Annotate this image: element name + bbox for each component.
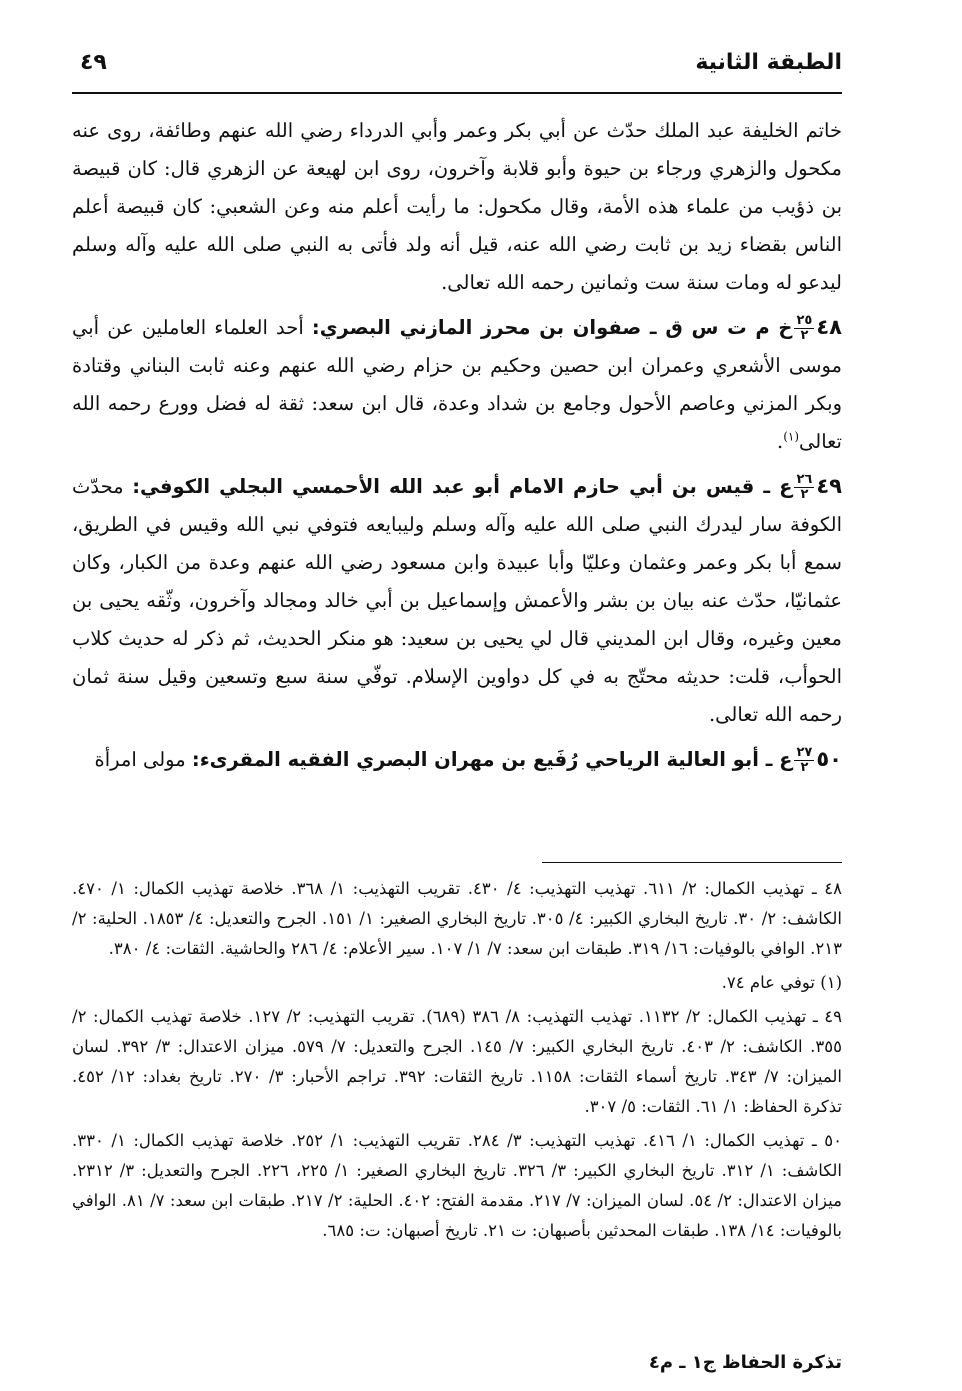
entry-number: ٤٩ (816, 474, 842, 498)
entry-text: محدّث الكوفة سار ليدرك النبي صلى الله عليه وآله وسلم وليبايعه فتوفي نبي الله وقيس في الطريق، سمع أبا بكر وعمر وعثمان وعليّا وأبا عبيدة وابن مسعود رضي الله عنهم وعدة من الكبار، وكان عثمانيّا، حدّث عنه بيان بن بشر والأعمش وإسماعيل بن أبي خالد ومجالد وآخرون، وثّقه يحيى بن معين وغيره، وقال ابن المديني قال لي يحيى بن سعيد: هو منكر الحديث، ثم ذكر له حديث كلاب الحوأب، قلت: حديثه محتّج به في كل دواوين الإسلام. توفّي سنة سبع وتسعين وقيل سنة ثمان رحمه الله تعالى. (72, 475, 842, 726)
entry-48 (72, 308, 842, 461)
entry-fraction: $\frac{٢٦}{٢}$ (796, 472, 813, 502)
entry-text: أحد العلماء العاملين عن أبي موسى الأشعري وعمران ابن حصين وحكيم بن حزام رضي الله عنهم وعنه ثابت البناني وقتادة وبكر المزني وعاصم الأحول وجامع بن شداد وعدة، قال ابن سعد: ثقة له فضل وورع رحمه الله تعالى (72, 316, 842, 453)
running-title: الطبقة الثانية (695, 50, 842, 75)
entry-heading: ع ـ قيس بن أبي حازم الامام أبو عبد الله الأحمسي البجلي الكوفي: (132, 475, 793, 498)
entry-49 (72, 467, 842, 734)
entry-50 (72, 740, 842, 779)
entry-text: مولى امرأة (94, 748, 186, 771)
entry-fraction: $\frac{٢٧}{٢}$ (796, 745, 813, 775)
footnote-marker: (١) (783, 429, 800, 444)
entry-number: ٥٠ (816, 747, 842, 771)
footnote-separator (542, 862, 842, 863)
footnote-49: ٤٩ ـ تهذيب الكمال: ٢/ ١١٣٢. تهذيب التهذيب: ٨/ ٣٨٦ (٦٨٩). تقريب التهذيب: ٢/ ١٢٧. خلاصة تهذيب الكمال: ٢/ ٣٥٥. الكاشف: ٢/ ٤٠٣. تاريخ البخاري الكبير: ٧/ ١٤٥. الجرح والتعديل: ٧/ ٥٧٩. ميزان الاعتدال: ٣/ ٣٩٢. لسان الميزان: ٧/ ٣٤٣. تاريخ أسماء الثقات: ١١٥٨. تاريخ الثقات: ٣٩٢. تراجم الأحبار: ٣/ ٢٧٠. تاريخ بغداد: ١٢/ ٤٥٢. تذكرة الحفاظ: ١/ ٦١. الثقات: ٥/ ٣٠٧. (72, 1007, 843, 1116)
main-text (72, 112, 842, 785)
page-header (72, 50, 842, 94)
footnotes (72, 874, 842, 1250)
footnote-50: ٥٠ ـ تهذيب الكمال: ١/ ٤١٦. تهذيب التهذيب: ٣/ ٢٨٤. تقريب التهذيب: ١/ ٢٥٢. خلاصة تهذيب الكمال: ١/ ٣٣٠. الكاشف: ١/ ٣١٢. تاريخ البخاري الكبير: ٣/ ٣٢٦. تاريخ البخاري الصغير: ١/ ٢٢٥، ٢٢٦. الجرح والتعديل: ٣/ ٢٣١٢. ميزان الاعتدال: ٢/ ٥٤. لسان الميزان: ٧/ ٢١٧. مقدمة الفتح: ٤٠٢. الحلية: ٢/ ٢١٧. طبقات ابن سعد: ٧/ ٨١. الوافي بالوفيات: ١٤/ ١٣٨. طبقات المحدثين بأصبهان: ت ٢١. تاريخ أصبهان: ت: ٦٨٥. (72, 1131, 843, 1240)
footnote-1: (١) توفي عام ٧٤. (721, 973, 842, 992)
entry-heading: خ م ت س ق ـ صفوان بن محرز المازني البصري: (311, 316, 793, 339)
entry-end: . (776, 430, 784, 453)
entry-fraction: $\frac{٢٥}{٢}$ (796, 313, 813, 343)
entry-number: ٤٨ (816, 315, 842, 339)
continuation-paragraph: خاتم الخليفة عبد الملك حدّث عن أبي بكر وعمر وأبي الدرداء رضي الله عنهم وطائفة، روى عنه مكحول والزهري ورجاء بن حيوة وأبو قلابة وآخرون، روى ابن لهيعة عن الزهري قال: كان قبيصة بن ذؤيب من علماء هذه الأمة، وقال مكحول: ما رأيت أعلم منه وعن الشعبي: كان قبيصة أعلم الناس بقضاء زيد بن ثابت رضي الله عنه، قيل أنه ولد فأتى به النبي صلى الله عليه وآله وسلم ليدعو له ومات سنة ست وثمانين رحمه الله تعالى. (72, 119, 842, 294)
signature-mark: تذكرة الحفاظ ج١ ـ م٤ (648, 1352, 842, 1373)
footnote-48: ٤٨ ـ تهذيب الكمال: ٢/ ٦١١. تهذيب التهذيب: ٤/ ٤٣٠. تقريب التهذيب: ١/ ٣٦٨. خلاصة تهذيب الكمال: ١/ ٤٧٠. الكاشف: ٢/ ٣٠. تاريخ البخاري الكبير: ٤/ ٣٠٥. تاريخ البخاري الصغير: ١/ ١٥١. الجرح والتعديل: ٤/ ١٨٥٣. الحلية: ٢/ ٢١٣. الوافي بالوفيات: ١٦/ ٣١٩. طبقات ابن سعد: ٧/ ١/ ١٠٧. سير الأعلام: ٤/ ٢٨٦ والحاشية. الثقات: ٤/ ٣٨٠. (72, 879, 842, 958)
entry-heading: ع ـ أبو العالية الرياحي رُفَيع بن مهران البصري الفقيه المقرىء: (191, 748, 793, 771)
page-number: ٤٩ (80, 50, 107, 75)
